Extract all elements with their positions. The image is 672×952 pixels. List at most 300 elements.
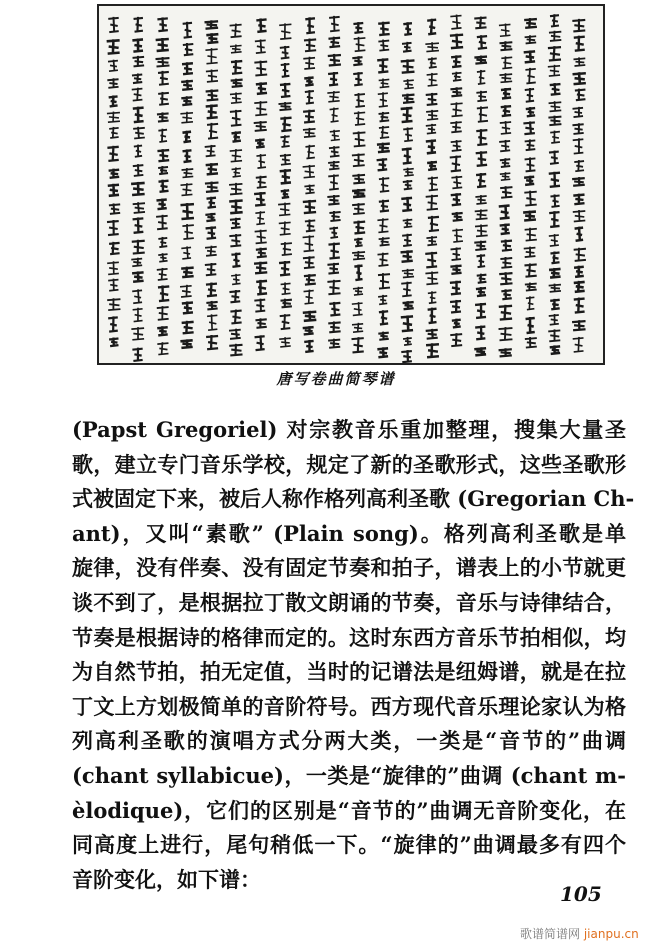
glyph-stroke <box>352 153 365 166</box>
glyph-stroke <box>425 271 438 284</box>
glyph-stroke <box>158 71 169 85</box>
glyph-stroke <box>378 332 388 340</box>
glyph-stroke <box>524 176 534 185</box>
glyph-stroke <box>572 123 583 134</box>
glyph-stroke <box>131 258 142 267</box>
text-line: (chant syllabicue)，一类是“旋律的”曲调 (chant m- <box>72 762 626 788</box>
glyph-stroke <box>427 161 437 170</box>
glyph-stroke <box>525 157 536 171</box>
glyph-stroke <box>206 69 218 81</box>
glyph-stroke <box>403 301 414 309</box>
glyph-stroke <box>158 92 169 105</box>
glyph-stroke <box>182 321 194 333</box>
glyph-stroke <box>549 172 560 187</box>
glyph-stroke <box>378 40 389 51</box>
glyph-stroke <box>525 139 536 150</box>
glyph-stroke <box>256 176 267 188</box>
glyph-stroke <box>109 203 120 213</box>
glyph-stroke <box>452 212 463 221</box>
glyph-stroke <box>573 57 585 66</box>
glyph-stroke <box>108 184 119 196</box>
glyph-stroke <box>303 200 316 213</box>
glyph-stroke <box>328 54 341 65</box>
glyph-stroke <box>450 34 463 48</box>
glyph-stroke <box>377 218 388 232</box>
glyph-stroke <box>157 326 167 335</box>
glyph-stroke <box>205 48 217 64</box>
glyph-stroke <box>205 145 216 156</box>
glyph-stroke <box>575 227 584 241</box>
glyph-stroke <box>403 180 412 189</box>
glyph-stroke <box>205 246 217 256</box>
glyph-stroke <box>305 17 315 33</box>
glyph-stroke <box>329 146 340 156</box>
glyph-stroke <box>451 55 461 67</box>
glyph-stroke <box>524 263 536 276</box>
glyph-stroke <box>206 226 217 238</box>
glyph-stroke <box>303 165 315 178</box>
glyph-stroke <box>280 46 290 59</box>
glyph-stroke <box>352 189 365 197</box>
glyph-stroke <box>427 73 438 86</box>
glyph-stroke <box>550 252 559 264</box>
glyph-stroke <box>230 110 242 126</box>
glyph-stroke <box>330 108 339 122</box>
glyph-stroke <box>352 203 365 214</box>
glyph-stroke <box>403 168 413 176</box>
glyph-stroke <box>499 73 512 82</box>
glyph-stroke <box>354 265 362 280</box>
glyph-stroke <box>206 283 217 297</box>
glyph-stroke <box>206 335 218 349</box>
glyph-stroke <box>329 16 340 31</box>
glyph-stroke <box>181 267 193 278</box>
glyph-stroke <box>377 347 388 357</box>
text-line: 列高利圣歌的演唱方式分两大类，一类是“音节的”曲调 <box>72 728 626 754</box>
text-line: (Papst Gregoriel) 对宗教音乐重加整理，搜集大量圣 <box>72 417 626 442</box>
glyph-stroke <box>477 254 486 267</box>
glyph-stroke <box>107 146 118 161</box>
glyph-stroke <box>329 227 338 238</box>
glyph-stroke <box>303 256 315 268</box>
text-line: 歌，建立专门音乐学校，规定了新的圣歌形式，这些圣歌形 <box>72 451 626 477</box>
glyph-stroke <box>403 79 413 89</box>
glyph-stroke <box>327 280 340 294</box>
glyph-stroke <box>230 24 242 38</box>
glyph-stroke <box>548 116 561 125</box>
glyph-stroke <box>548 65 560 76</box>
glyph-stroke <box>426 236 437 245</box>
glyph-stroke <box>133 217 144 232</box>
glyph-stroke <box>525 88 534 102</box>
glyph-stroke <box>182 301 193 313</box>
glyph-stroke <box>183 149 192 162</box>
glyph-stroke <box>278 203 290 216</box>
watermark-cn: 歌谱简谱网 <box>520 927 581 941</box>
glyph-stroke <box>477 274 487 283</box>
glyph-stroke <box>256 280 267 295</box>
glyph-stroke <box>183 43 193 55</box>
glyph-stroke <box>452 229 463 242</box>
glyph-stroke <box>525 283 537 291</box>
glyph-stroke <box>133 164 144 176</box>
glyph-stroke <box>280 169 291 183</box>
glyph-stroke <box>133 107 144 122</box>
glyph-stroke <box>231 253 240 267</box>
glyph-stroke <box>402 234 412 246</box>
glyph-stroke <box>549 31 561 41</box>
glyph-stroke <box>205 263 216 275</box>
glyph-stroke <box>255 230 267 244</box>
glyph-stroke <box>157 149 169 161</box>
glyph-stroke <box>550 131 560 143</box>
glyph-stroke <box>108 60 118 72</box>
glyph-stroke <box>132 38 143 51</box>
glyph-stroke <box>572 177 585 186</box>
glyph-stroke <box>229 329 241 339</box>
glyph-stroke <box>573 138 584 153</box>
glyph-stroke <box>328 161 339 169</box>
glyph-stroke <box>255 318 266 327</box>
glyph-stroke <box>426 110 438 120</box>
glyph-stroke <box>379 177 389 192</box>
glyph-stroke <box>575 89 586 101</box>
glyph-stroke <box>304 340 313 352</box>
glyph-stroke <box>401 59 415 72</box>
glyph-stroke <box>549 314 559 325</box>
glyph-stroke <box>401 315 413 331</box>
glyph-stroke <box>477 106 488 121</box>
glyph-stroke <box>206 163 218 174</box>
glyph-stroke <box>303 110 315 123</box>
glyph-stroke <box>526 107 535 116</box>
glyph-stroke <box>304 76 313 85</box>
glyph-stroke <box>280 83 290 97</box>
glyph-stroke <box>229 344 242 356</box>
glyph-stroke <box>328 321 340 332</box>
glyph-stroke <box>403 127 413 141</box>
glyph-stroke <box>256 82 267 93</box>
glyph-stroke <box>180 285 192 297</box>
glyph-stroke <box>329 302 340 316</box>
glyph-stroke <box>500 257 512 268</box>
glyph-stroke <box>573 210 585 222</box>
glyph-stroke <box>501 240 512 251</box>
glyph-stroke <box>109 337 118 346</box>
glyph-stroke <box>229 290 240 302</box>
glyph-stroke <box>476 91 487 101</box>
glyph-stroke <box>428 216 439 231</box>
glyph-stroke <box>131 182 145 195</box>
glyph-stroke <box>279 23 291 39</box>
glyph-stroke <box>474 56 487 64</box>
glyph-stroke <box>205 213 215 221</box>
glyph-stroke <box>548 46 561 60</box>
glyph-stroke <box>354 93 365 107</box>
glyph-stroke <box>475 209 488 219</box>
glyph-stroke <box>524 191 536 206</box>
glyph-stroke <box>428 177 438 191</box>
glyph-stroke <box>254 101 267 115</box>
glyph-stroke <box>327 91 339 102</box>
glyph-stroke <box>574 160 584 171</box>
glyph-stroke <box>428 57 437 67</box>
glyph-stroke <box>524 18 537 28</box>
glyph-stroke <box>182 62 193 74</box>
glyph-stroke <box>328 174 339 189</box>
glyph-stroke <box>156 57 170 66</box>
glyph-stroke <box>501 88 511 98</box>
glyph-stroke <box>107 78 118 88</box>
glyph-stroke <box>426 140 436 154</box>
glyph-stroke <box>426 343 439 357</box>
glyph-stroke <box>157 17 167 31</box>
glyph-stroke <box>352 56 362 65</box>
glyph-stroke <box>255 211 265 224</box>
text-line: 谈不到了，是根据拉丁散文朗诵的节奏，音乐与诗律结合， <box>72 589 626 615</box>
glyph-stroke <box>207 314 217 330</box>
glyph-stroke <box>352 337 364 352</box>
glyph-stroke <box>281 282 291 294</box>
glyph-stroke <box>477 35 487 49</box>
glyph-stroke <box>379 126 389 138</box>
glyph-stroke <box>230 45 242 53</box>
glyph-stroke <box>550 194 559 206</box>
glyph-stroke <box>377 58 388 72</box>
glyph-stroke <box>330 130 340 141</box>
glyph-stroke <box>378 295 387 305</box>
glyph-stroke <box>402 148 412 164</box>
glyph-stroke <box>550 83 561 95</box>
glyph-stroke <box>303 311 317 321</box>
glyph-stroke <box>549 234 559 246</box>
glyph-stroke <box>428 291 437 303</box>
glyph-stroke <box>280 154 291 165</box>
glyph-stroke <box>133 202 145 213</box>
glyph-stroke <box>107 220 119 235</box>
glyph-stroke <box>305 219 315 231</box>
glyph-stroke <box>328 339 340 348</box>
glyph-stroke <box>379 200 389 212</box>
glyph-stroke <box>255 139 265 148</box>
glyph-stroke <box>450 281 461 295</box>
glyph-stroke <box>475 195 486 204</box>
glyph-stroke <box>451 102 463 116</box>
glyph-stroke <box>476 129 487 145</box>
glyph-stroke <box>132 348 142 361</box>
glyph-stroke <box>573 107 584 117</box>
glyph-stroke <box>352 251 365 259</box>
glyph-stroke <box>450 87 462 96</box>
glyph-stroke <box>403 337 412 345</box>
glyph-stroke <box>500 186 512 198</box>
glyph-stroke <box>328 72 338 85</box>
glyph-stroke <box>525 68 535 84</box>
glyph-stroke <box>132 88 143 101</box>
glyph-stroke <box>305 145 314 159</box>
glyph-stroke <box>279 337 290 347</box>
glyph-stroke <box>181 96 192 105</box>
glyph-stroke <box>280 117 291 131</box>
glyph-stroke <box>133 56 145 67</box>
glyph-stroke <box>573 337 584 352</box>
glyph-stroke <box>499 348 512 356</box>
glyph-stroke <box>377 158 388 170</box>
glyph-stroke <box>499 41 512 50</box>
glyph-stroke <box>379 112 390 121</box>
glyph-stroke <box>158 180 168 192</box>
glyph-stroke <box>254 61 267 76</box>
glyph-stroke <box>402 94 414 103</box>
glyph-stroke <box>183 22 192 38</box>
glyph-stroke <box>526 296 534 309</box>
glyph-stroke <box>231 274 240 285</box>
glyph-stroke <box>304 290 314 304</box>
text-line: 丁文上方划极简单的音阶符号。西方现代音乐理论家认为格 <box>72 693 626 719</box>
glyph-stroke <box>158 237 167 247</box>
glyph-stroke <box>109 127 118 138</box>
glyph-stroke <box>500 172 510 180</box>
glyph-stroke <box>549 284 561 292</box>
glyph-stroke <box>523 121 534 134</box>
glyph-stroke <box>450 15 461 29</box>
glyph-stroke <box>549 151 559 164</box>
glyph-stroke <box>524 50 535 62</box>
glyph-stroke <box>278 102 291 110</box>
glyph-stroke <box>206 105 218 119</box>
glyph-stroke <box>279 221 291 234</box>
glyph-stroke <box>526 317 535 333</box>
manuscript-image <box>97 4 605 365</box>
glyph-stroke <box>451 247 461 260</box>
glyph-stroke <box>132 289 142 303</box>
glyph-stroke <box>379 237 390 245</box>
glyph-stroke <box>181 183 193 195</box>
glyph-stroke <box>158 166 168 174</box>
glyph-stroke <box>108 279 118 291</box>
glyph-stroke <box>572 320 585 330</box>
page-number: 105 <box>560 882 602 906</box>
glyph-stroke <box>426 124 436 134</box>
glyph-stroke <box>180 339 192 348</box>
glyph-stroke <box>549 268 560 278</box>
glyph-stroke <box>474 241 486 250</box>
glyph-stroke <box>452 72 462 81</box>
glyph-stroke <box>256 18 266 31</box>
glyph-stroke <box>451 193 461 205</box>
glyph-stroke <box>279 261 290 275</box>
glyph-stroke <box>328 243 339 259</box>
glyph-stroke <box>573 72 586 84</box>
glyph-stroke <box>499 23 511 36</box>
text-line: 旋律，没有伴奏、没有固定节奏和拍子，谱表上的小节就更 <box>72 555 626 581</box>
glyph-stroke <box>401 107 413 122</box>
glyph-stroke <box>574 298 585 313</box>
glyph-stroke <box>475 326 485 340</box>
glyph-stroke <box>501 105 511 116</box>
glyph-stroke <box>377 253 388 266</box>
glyph-stroke <box>402 42 412 52</box>
glyph-stroke <box>450 333 462 346</box>
glyph-stroke <box>132 73 142 83</box>
glyph-stroke <box>574 248 586 261</box>
glyph-stroke <box>425 42 439 51</box>
glyph-stroke <box>182 168 194 177</box>
glyph-stroke <box>450 265 461 274</box>
glyph-stroke <box>133 127 145 139</box>
glyph-stroke <box>255 335 265 350</box>
glyph-stroke <box>281 63 290 77</box>
glyph-stroke <box>353 72 363 85</box>
glyph-stroke <box>451 140 462 151</box>
glyph-stroke <box>401 350 412 362</box>
glyph-stroke <box>132 240 145 254</box>
glyph-stroke <box>550 14 559 26</box>
glyph-stroke <box>377 143 390 153</box>
glyph-stroke <box>254 262 267 274</box>
glyph-stroke <box>353 131 366 146</box>
glyph-stroke <box>353 22 363 33</box>
glyph-stroke <box>352 323 363 332</box>
glyph-stroke <box>107 112 120 123</box>
glyph-stroke <box>452 319 461 328</box>
glyph-stroke <box>451 176 462 189</box>
glyph-stroke <box>303 57 315 69</box>
glyph-stroke <box>352 302 363 315</box>
glyph-stroke <box>280 314 291 329</box>
glyph-stroke <box>450 156 461 172</box>
glyph-stroke <box>109 242 119 254</box>
glyph-stroke <box>180 203 193 219</box>
glyph-stroke <box>354 238 362 246</box>
glyph-stroke <box>281 299 292 308</box>
glyph-stroke <box>304 185 314 194</box>
glyph-stroke <box>132 271 144 281</box>
glyph-stroke <box>327 263 339 274</box>
glyph-stroke <box>229 200 242 214</box>
glyph-stroke <box>353 287 363 295</box>
glyph-stroke <box>109 95 118 106</box>
glyph-stroke <box>207 123 218 139</box>
glyph-stroke <box>550 345 560 353</box>
glyph-stroke <box>573 194 584 205</box>
glyph-stroke <box>206 301 217 310</box>
text-line: èlodique)，它们的区别是“音节的”曲调无音阶变化，在 <box>72 797 626 823</box>
glyph-stroke <box>230 149 242 162</box>
glyph-stroke <box>354 37 366 51</box>
glyph-stroke <box>426 93 438 105</box>
glyph-stroke <box>450 300 461 313</box>
glyph-stroke <box>232 167 241 176</box>
watermark <box>520 925 639 942</box>
glyph-stroke <box>205 182 219 192</box>
glyph-stroke <box>523 211 536 221</box>
glyph-stroke <box>108 316 118 331</box>
glyph-stroke <box>181 246 191 258</box>
text-line: 式被固定下来，被后人称作格列高利圣歌 (Gregorian Ch- <box>72 486 635 512</box>
glyph-stroke <box>157 306 169 320</box>
glyph-stroke <box>231 131 240 141</box>
glyph-stroke <box>353 221 365 234</box>
glyph-stroke <box>426 329 438 339</box>
manuscript-columns <box>99 6 603 363</box>
figure-caption: 唐写卷曲简琴谱 <box>276 370 396 388</box>
glyph-stroke <box>501 56 512 68</box>
glyph-stroke <box>574 266 584 277</box>
glyph-stroke <box>109 169 120 178</box>
glyph-stroke <box>428 308 437 323</box>
glyph-stroke <box>305 90 314 104</box>
